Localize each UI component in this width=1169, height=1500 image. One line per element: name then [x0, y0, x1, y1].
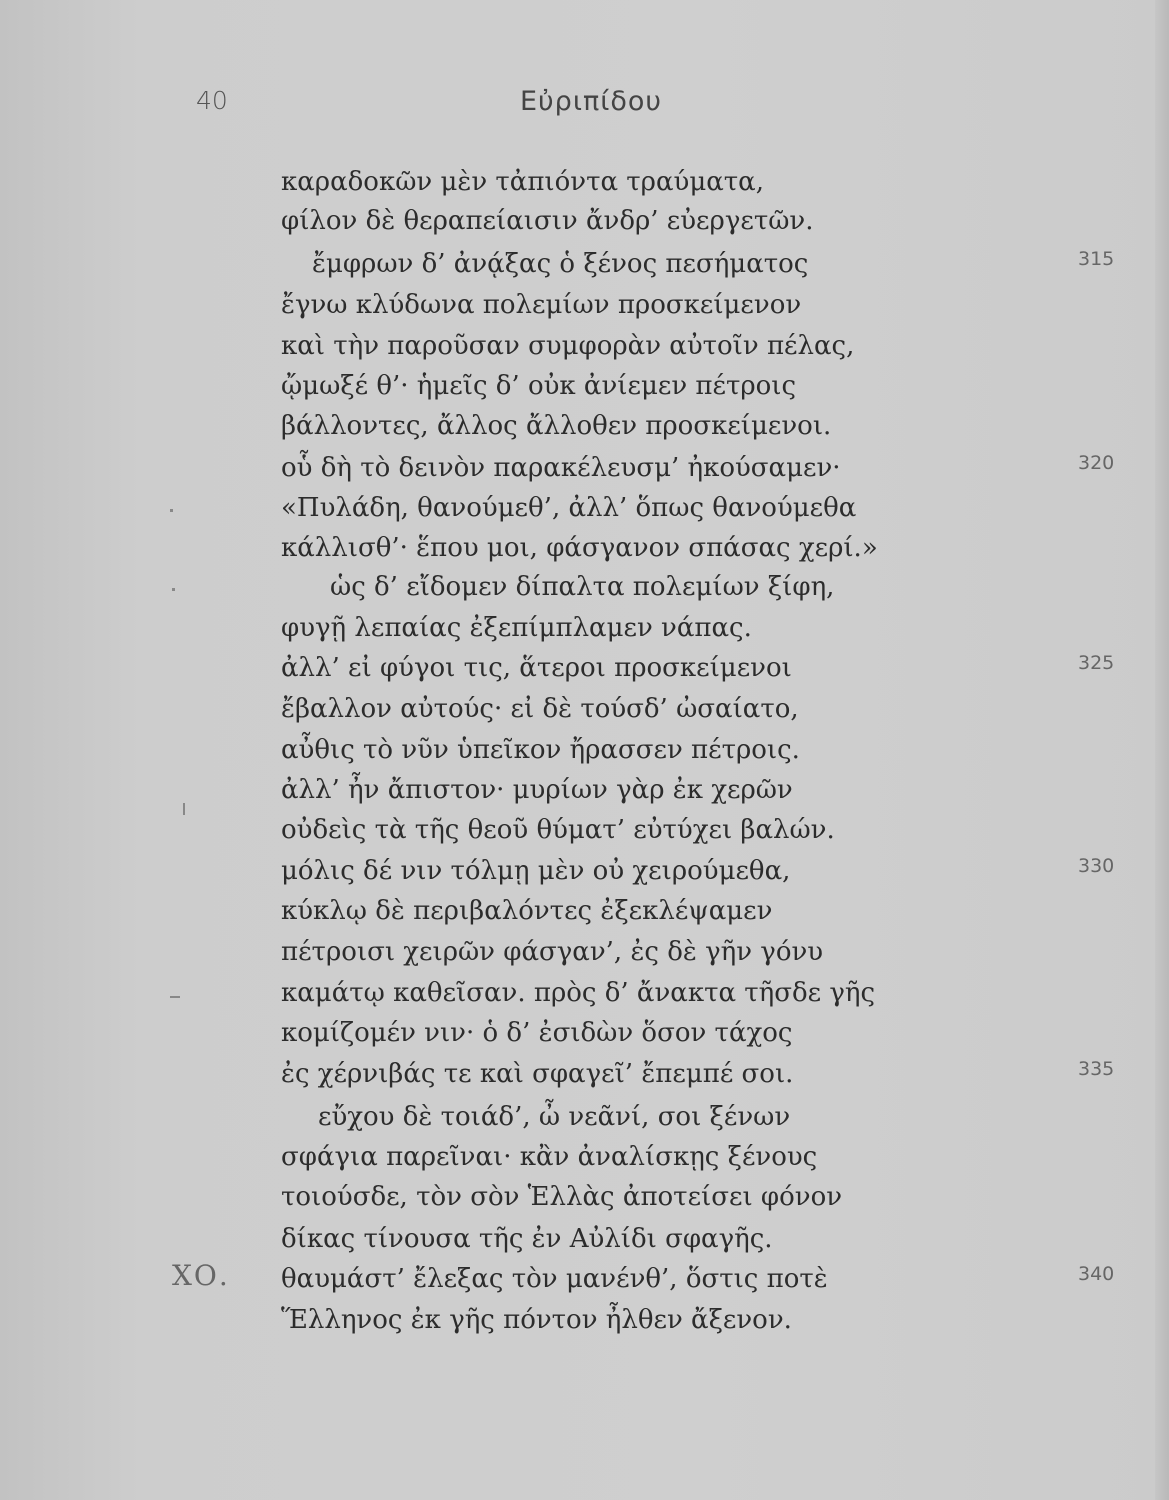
verse-text: καραδοκῶν μὲν τἀπιόντα τραύματα,	[281, 167, 764, 197]
verse-text: αὖθις τὸ νῦν ὑπεῖκον ἤρασσεν πέτροις.	[281, 735, 800, 765]
verse-line	[0, 1259, 1169, 1305]
verse-line	[0, 1177, 1169, 1223]
margin-dot	[170, 509, 173, 512]
verse-text: οὗ δὴ τὸ δεινὸν παρακέλευσμ’ ἠκούσαμεν·	[281, 453, 841, 483]
line-number: 335	[1078, 1058, 1115, 1080]
verse-text: ἀλλ’ ἦν ἄπιστον· μυρίων γὰρ ἐκ χερῶν	[281, 775, 793, 805]
verse-text: οὐδεὶς τὰ τῆς θεοῦ θύματ’ εὐτύχει βαλών.	[281, 815, 835, 845]
verse-line	[0, 201, 1169, 247]
verse-text: φυγῇ λεπαίας ἐξεπίμπλαμεν νάπας.	[281, 613, 752, 643]
line-number: 325	[1078, 652, 1115, 674]
page-number: 40	[196, 86, 228, 115]
verse-text: ἔμφρων δ’ ἀνᾴξας ὁ ξένος πεσήματος	[312, 249, 809, 279]
verse-text: ᾤμωξέ θ’· ἡμεῖς δ’ οὐκ ἀνίεμεν πέτροις	[281, 371, 797, 401]
verse-text: «Πυλάδη, θανούμεθ’, ἀλλ’ ὅπως θανούμεθα	[281, 493, 857, 523]
verse-text: τοιούσδε, τὸν σὸν Ἑλλὰς ἀποτείσει φόνον	[281, 1182, 843, 1212]
verse-line	[0, 285, 1169, 331]
verse-line	[0, 567, 1169, 613]
verse-line	[0, 1054, 1169, 1100]
verse-text: ὡς δ’ εἴδομεν δίπαλτα πολεμίων ξίφη,	[330, 572, 835, 602]
verse-text: καμάτῳ καθεῖσαν. πρὸς δ’ ἄνακτα τῆσδε γῆς	[281, 978, 876, 1008]
verse-text: ἀλλ’ εἰ φύγοι τις, ἅτεροι προσκείμενοι	[281, 653, 792, 683]
verse-line	[0, 689, 1169, 735]
line-number: 320	[1078, 452, 1115, 474]
verse-text: μόλις δέ νιν τόλμῃ μὲν οὐ χειρούμεθα,	[281, 856, 791, 886]
verse-text: κάλλισθ’· ἕπου μοι, φάσγανον σπάσας χερί.»	[281, 533, 878, 563]
margin-dash	[170, 996, 180, 998]
verse-text: ἔβαλλον αὐτούς· εἰ δὲ τούσδ’ ὠσαίατο,	[281, 694, 799, 724]
verse-text: κύκλῳ δὲ περιβαλόντες ἐξεκλέψαμεν	[281, 896, 773, 926]
verse-text: καὶ τὴν παροῦσαν συμφορὰν αὐτοῖν πέλας,	[281, 331, 855, 361]
margin-tick	[183, 803, 185, 815]
verse-text: βάλλοντες, ἄλλος ἄλλοθεν προσκείμενοι.	[281, 411, 832, 441]
verse-line	[0, 932, 1169, 978]
verse-text: δίκας τίνουσα τῆς ἐν Αὐλίδι σφαγῆς.	[281, 1224, 773, 1254]
verse-line	[0, 1013, 1169, 1059]
running-title: Εὐριπίδου	[520, 86, 663, 117]
verse-line	[0, 244, 1169, 290]
line-number: 340	[1078, 1263, 1115, 1285]
page-header	[0, 86, 1169, 126]
verse-line	[0, 810, 1169, 856]
margin-dot	[172, 588, 175, 591]
verse-line	[0, 406, 1169, 452]
verse-line	[0, 648, 1169, 694]
verse-text: εὔχου δὲ τοιάδ’, ὦ νεᾶνί, σοι ξένων	[318, 1102, 791, 1132]
verse-text: σφάγια παρεῖναι· κἂν ἀναλίσκῃς ξένους	[281, 1142, 818, 1172]
verse-text: ἔγνω κλύδωνα πολεμίων προσκείμενον	[281, 290, 802, 320]
verse-text: κομίζομέν νιν· ὁ δ’ ἐσιδὼν ὅσον τάχος	[281, 1018, 793, 1048]
verse-text: Ἕλληνος ἐκ γῆς πόντον ἦλθεν ἄξενον.	[281, 1305, 792, 1335]
verse-text: πέτροισι χειρῶν φάσγαν’, ἐς δὲ γῆν γόνυ	[281, 937, 824, 967]
line-number: 315	[1078, 248, 1115, 270]
verse-line	[0, 1300, 1169, 1346]
line-number: 330	[1078, 855, 1115, 877]
verse-line	[0, 891, 1169, 937]
verse-text: φίλον δὲ θεραπείαισιν ἄνδρ’ εὐεργετῶν.	[281, 206, 814, 236]
verse-text: θαυμάστ’ ἔλεξας τὸν μανένθ’, ὅστις ποτὲ	[281, 1264, 828, 1294]
verse-text: ἐς χέρνιβάς τε καὶ σφαγεῖ’ ἔπεμπέ σοι.	[281, 1059, 794, 1089]
speaker-label: ΧΟ.	[172, 1259, 230, 1292]
